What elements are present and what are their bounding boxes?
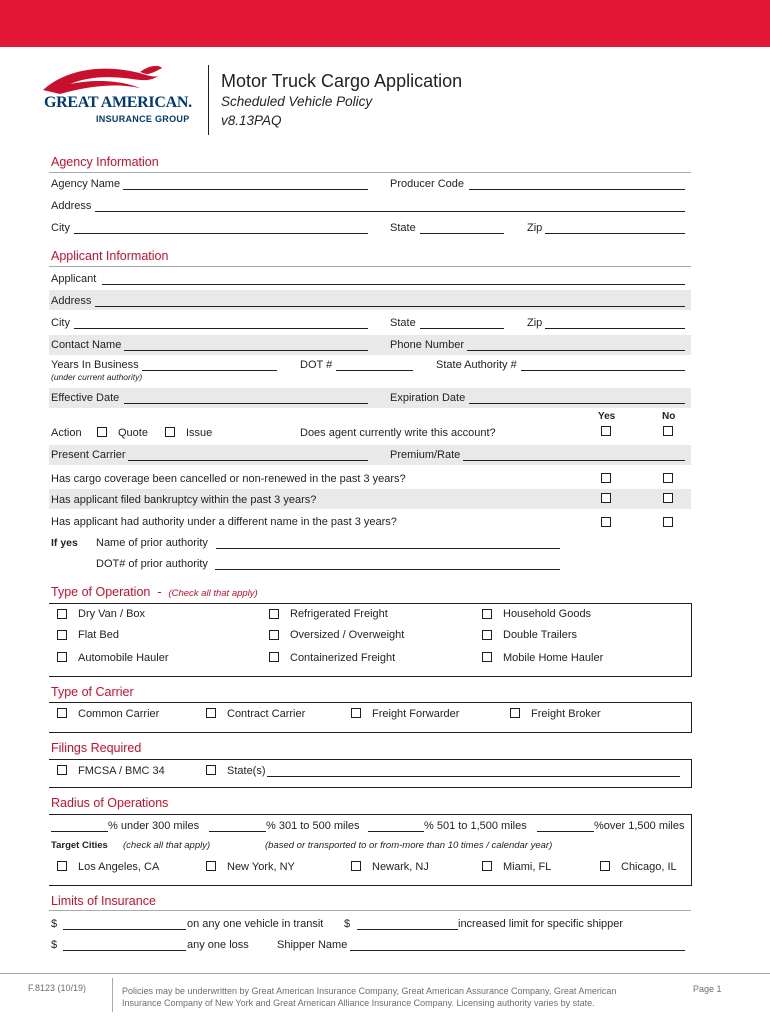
divider <box>49 172 691 173</box>
agent-yes-checkbox[interactable] <box>601 426 611 436</box>
household-checkbox[interactable] <box>482 609 492 619</box>
premium-rate-field[interactable] <box>463 460 685 461</box>
refrigerated-label: Refrigerated Freight <box>290 608 388 620</box>
double-trailers-label: Double Trailers <box>503 629 577 641</box>
cancelled-question: Has cargo coverage been cancelled or non-renewed in the past 3 years? <box>51 473 406 485</box>
logo-subtext: INSURANCE GROUP <box>96 114 190 124</box>
years-in-business-field[interactable] <box>142 370 277 371</box>
cancelled-yes-checkbox[interactable] <box>601 473 611 483</box>
vehicle-limit-dollar: $ <box>51 918 58 930</box>
radius-301-500-field[interactable] <box>209 831 266 832</box>
authority-yes-checkbox[interactable] <box>601 517 611 527</box>
applicant-state-field[interactable] <box>420 328 504 329</box>
filings-heading: Filings Required <box>51 741 142 755</box>
shaded-row <box>49 290 691 310</box>
disclaimer-line-1: Policies may be underwritten by Great American Insurance Company, Great American Assurance Company, Great American <box>122 986 617 996</box>
present-carrier-label: Present Carrier <box>51 449 126 461</box>
dry-van-label: Dry Van / Box <box>78 608 146 620</box>
contract-carrier-checkbox[interactable] <box>206 708 216 718</box>
radius-301-500-label: % 301 to 500 miles <box>266 820 360 832</box>
target-cities-note: (check all that apply) <box>123 840 211 851</box>
household-label: Household Goods <box>503 608 592 620</box>
los-angeles-checkbox[interactable] <box>57 861 67 871</box>
radius-under-300-label: % under 300 miles <box>108 820 200 832</box>
effective-date-field[interactable] <box>124 403 368 404</box>
phone-number-label: Phone Number <box>390 339 464 351</box>
agency-zip-field[interactable] <box>545 233 685 234</box>
contract-carrier-label: Contract Carrier <box>227 708 306 720</box>
radius-over-1500-label: %over 1,500 miles <box>594 820 685 832</box>
loss-limit-field[interactable] <box>63 950 186 951</box>
agency-city-field[interactable] <box>74 233 368 234</box>
based-note: (based or transported to or from-more than 10 times / calendar year) <box>265 840 553 851</box>
quote-checkbox[interactable] <box>97 427 107 437</box>
shaded-row <box>49 335 691 355</box>
producer-code-label: Producer Code <box>390 178 464 190</box>
radius-over-1500-field[interactable] <box>537 831 594 832</box>
prior-dot-label: DOT# of prior authority <box>96 558 208 570</box>
applicant-zip-label: Zip <box>527 317 543 329</box>
expiration-date-field[interactable] <box>469 403 685 404</box>
newark-checkbox[interactable] <box>351 861 361 871</box>
bankruptcy-question: Has applicant filed bankruptcy within the past 3 years? <box>51 494 317 506</box>
vehicle-limit-field[interactable] <box>63 929 186 930</box>
prior-name-field[interactable] <box>216 548 560 549</box>
radius-501-1500-label: % 501 to 1,500 miles <box>424 820 527 832</box>
oversized-checkbox[interactable] <box>269 630 279 640</box>
if-yes-label: If yes <box>51 537 78 549</box>
target-cities-label: Target Cities <box>51 840 108 851</box>
divider <box>49 266 691 267</box>
phone-number-field[interactable] <box>467 350 685 351</box>
yes-header: Yes <box>598 411 616 422</box>
vehicle-limit-label: on any one vehicle in transit <box>187 918 324 930</box>
top-brand-bar <box>0 0 770 47</box>
operation-heading: Type of Operation - (Check all that apply) <box>51 585 258 599</box>
shaded-row <box>49 388 691 408</box>
agency-name-field[interactable] <box>123 189 368 190</box>
shipper-name-label: Shipper Name <box>277 939 348 951</box>
applicant-city-label: City <box>51 317 70 329</box>
page-subtitle: Scheduled Vehicle Policy <box>221 94 373 109</box>
effective-date-label: Effective Date <box>51 392 120 404</box>
fmcsa-label: FMCSA / BMC 34 <box>78 765 165 777</box>
footer-separator <box>112 978 113 1012</box>
chicago-checkbox[interactable] <box>600 861 610 871</box>
issue-checkbox[interactable] <box>165 427 175 437</box>
loss-limit-label: any one loss <box>187 939 249 951</box>
freight-forwarder-checkbox[interactable] <box>351 708 361 718</box>
dry-van-checkbox[interactable] <box>57 609 67 619</box>
contact-name-label: Contact Name <box>51 339 122 351</box>
states-field[interactable] <box>267 776 680 777</box>
cancelled-no-checkbox[interactable] <box>663 473 673 483</box>
page-title: Motor Truck Cargo Application <box>221 71 463 91</box>
agency-heading: Agency Information <box>51 155 159 169</box>
oversized-label: Oversized / Overweight <box>290 629 405 641</box>
limits-heading: Limits of Insurance <box>51 894 156 908</box>
bankruptcy-yes-checkbox[interactable] <box>601 493 611 503</box>
dot-field[interactable] <box>336 370 413 371</box>
shipper-limit-dollar: $ <box>344 918 351 930</box>
shipper-limit-field[interactable] <box>357 929 458 930</box>
shaded-row <box>49 445 691 465</box>
logo-wordmark: GREAT AMERICAN. <box>44 94 192 111</box>
states-label: State(s) <box>227 765 266 777</box>
double-trailers-checkbox[interactable] <box>482 630 492 640</box>
new-york-checkbox[interactable] <box>206 861 216 871</box>
containerized-checkbox[interactable] <box>269 652 279 662</box>
agency-address-label: Address <box>51 200 92 212</box>
loss-limit-dollar: $ <box>51 939 58 951</box>
common-carrier-label: Common Carrier <box>78 708 160 720</box>
containerized-label: Containerized Freight <box>290 652 396 664</box>
contact-name-field[interactable] <box>124 350 368 351</box>
present-carrier-field[interactable] <box>128 460 368 461</box>
applicant-address-field[interactable] <box>95 306 685 307</box>
flat-bed-checkbox[interactable] <box>57 630 67 640</box>
under-authority-note: (under current authority) <box>51 372 143 382</box>
dot-label: DOT # <box>300 359 333 371</box>
auto-hauler-checkbox[interactable] <box>57 652 67 662</box>
refrigerated-checkbox[interactable] <box>269 609 279 619</box>
state-authority-field[interactable] <box>521 370 685 371</box>
agent-question: Does agent currently write this account? <box>300 427 496 439</box>
premium-rate-label: Premium/Rate <box>390 449 461 461</box>
page-number: Page 1 <box>693 984 722 994</box>
expiration-date-label: Expiration Date <box>390 392 466 404</box>
agency-state-field[interactable] <box>420 233 504 234</box>
footer-divider <box>0 973 770 974</box>
radius-heading: Radius of Operations <box>51 796 169 810</box>
applicant-city-field[interactable] <box>74 328 368 329</box>
applicant-state-label: State <box>390 317 416 329</box>
miami-label: Miami, FL <box>503 861 552 873</box>
disclaimer <box>122 985 616 1009</box>
applicant-zip-field[interactable] <box>545 328 685 329</box>
los-angeles-label: Los Angeles, CA <box>78 861 160 873</box>
radius-under-300-field[interactable] <box>51 831 108 832</box>
agency-address-field[interactable] <box>95 211 685 212</box>
agency-city-label: City <box>51 222 70 234</box>
divider <box>49 910 691 911</box>
miami-checkbox[interactable] <box>482 861 492 871</box>
action-label: Action <box>51 427 82 439</box>
agency-name-label: Agency Name <box>51 178 121 190</box>
version-label: v8.13PAQ <box>221 113 282 128</box>
applicant-heading: Applicant Information <box>51 249 169 263</box>
shipper-limit-label: increased limit for specific shipper <box>458 918 624 930</box>
new-york-label: New York, NY <box>227 861 295 873</box>
auto-hauler-label: Automobile Hauler <box>78 652 169 664</box>
quote-label: Quote <box>118 427 148 439</box>
agency-zip-label: Zip <box>527 222 543 234</box>
applicant-label: Applicant <box>51 273 97 285</box>
common-carrier-checkbox[interactable] <box>57 708 67 718</box>
mobile-home-checkbox[interactable] <box>482 652 492 662</box>
chicago-label: Chicago, IL <box>621 861 677 873</box>
header-divider <box>208 65 209 135</box>
shipper-name-field[interactable] <box>350 950 685 951</box>
freight-forwarder-label: Freight Forwarder <box>372 708 460 720</box>
prior-dot-field[interactable] <box>215 569 560 570</box>
applicant-address-label: Address <box>51 295 92 307</box>
freight-broker-label: Freight Broker <box>531 708 601 720</box>
prior-name-label: Name of prior authority <box>96 537 208 549</box>
flat-bed-label: Flat Bed <box>78 629 119 641</box>
no-header: No <box>662 411 676 422</box>
authority-no-checkbox[interactable] <box>663 517 673 527</box>
form-number: F.8123 (10/19) <box>28 983 87 993</box>
newark-label: Newark, NJ <box>372 861 429 873</box>
producer-code-field[interactable] <box>469 189 685 190</box>
state-authority-label: State Authority # <box>436 359 517 371</box>
disclaimer-line-2: Insurance Company of New York and Great American Alliance Insurance Company. Licensing authority varies by state. <box>122 998 595 1008</box>
states-checkbox[interactable] <box>206 765 216 775</box>
freight-broker-checkbox[interactable] <box>510 708 520 718</box>
carrier-heading: Type of Carrier <box>51 685 134 699</box>
mobile-home-label: Mobile Home Hauler <box>503 652 604 664</box>
bankruptcy-no-checkbox[interactable] <box>663 493 673 503</box>
radius-501-1500-field[interactable] <box>368 831 424 832</box>
agency-state-label: State <box>390 222 416 234</box>
agent-no-checkbox[interactable] <box>663 426 673 436</box>
years-in-business-label: Years In Business <box>51 359 139 371</box>
issue-label: Issue <box>186 427 213 439</box>
applicant-field[interactable] <box>102 284 685 285</box>
authority-question: Has applicant had authority under a different name in the past 3 years? <box>51 516 397 528</box>
fmcsa-checkbox[interactable] <box>57 765 67 775</box>
